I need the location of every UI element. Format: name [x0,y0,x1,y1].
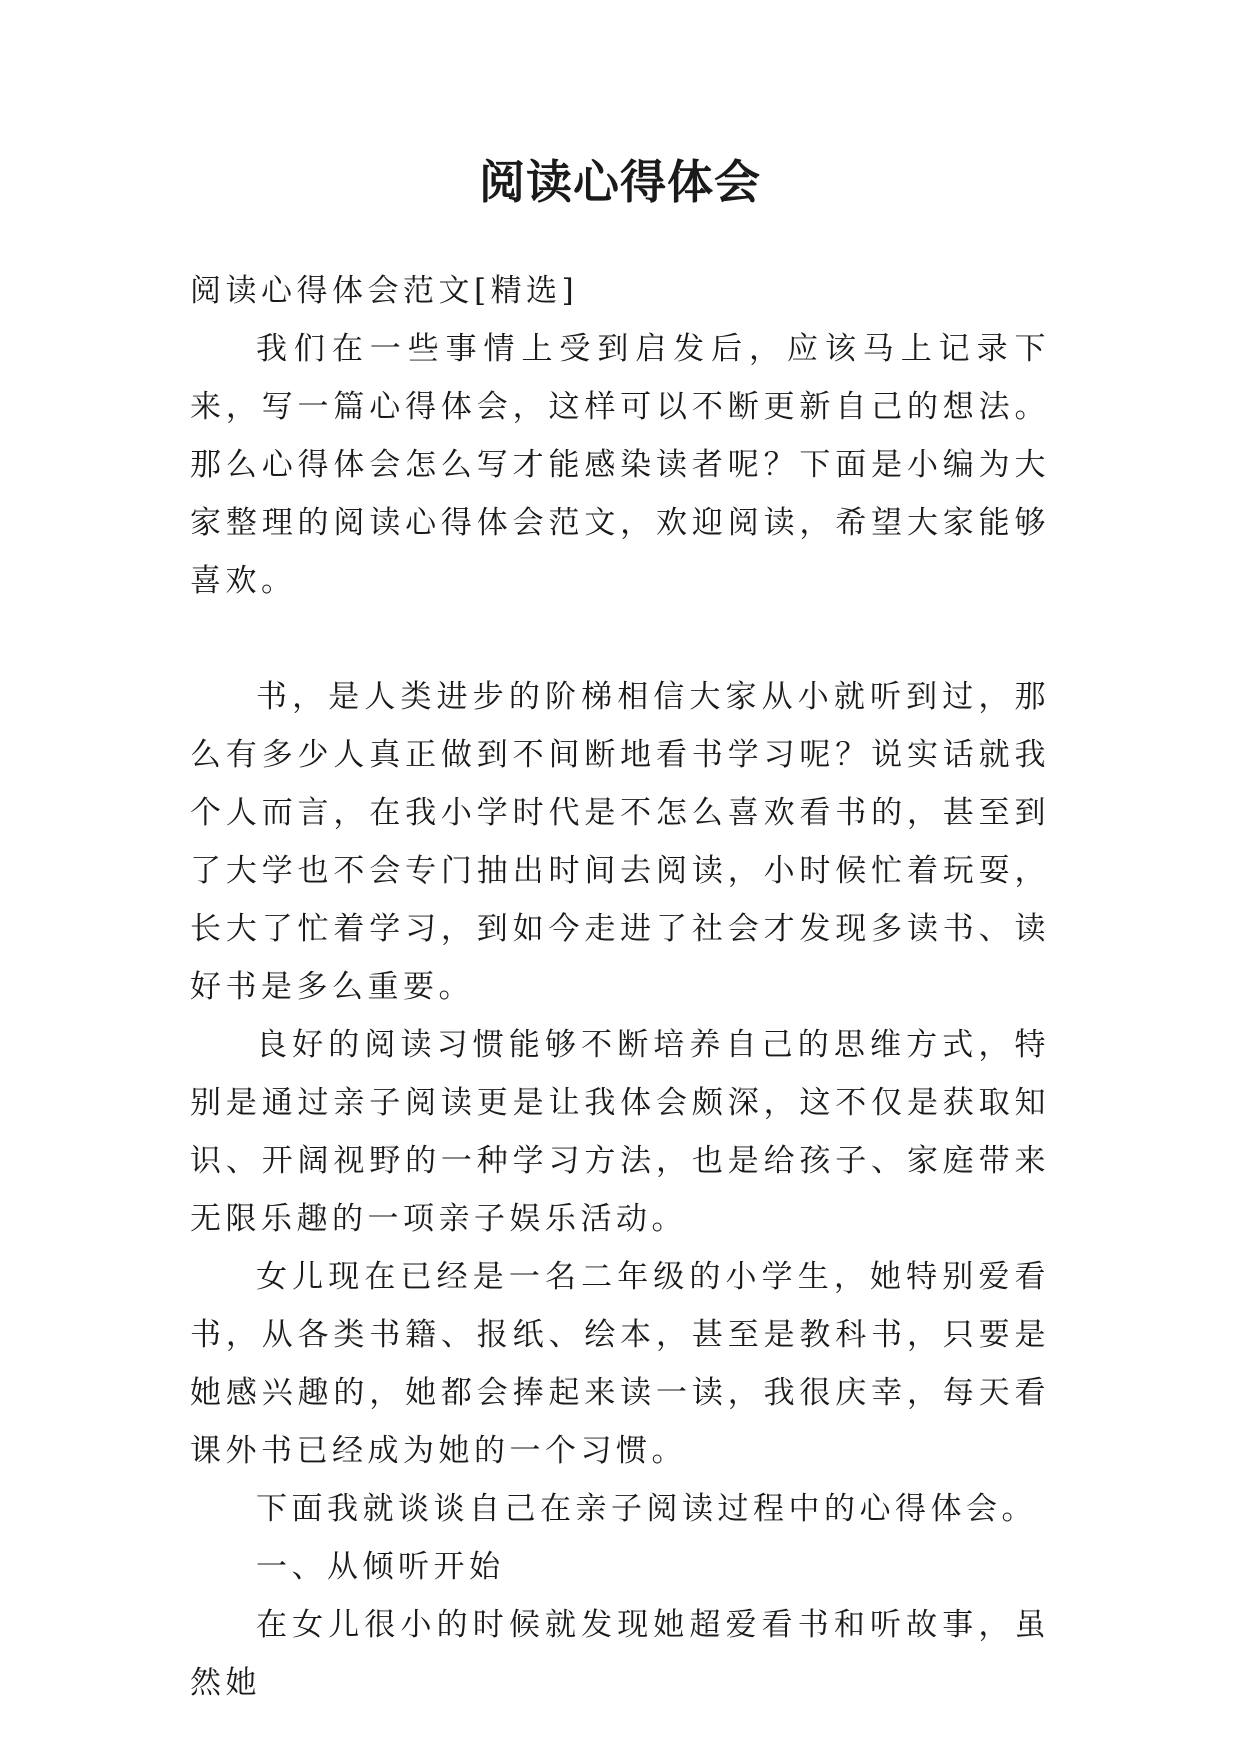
blank-line [190,610,1050,668]
document-page [190,0,1050,1754]
document-title: 阅读心得体会 [479,155,761,209]
paragraph: 良好的阅读习惯能够不断培养自己的思维方式，特别是通过亲子阅读更是让我体会颇深，这不仅是获取知识、开阔视野的一种学习方法，也是给孩子、家庭带来无限乐趣的一项亲子娱乐活动。 [190,1027,1050,1237]
paragraph: 女儿现在已经是一名二年级的小学生，她特别爱看书，从各类书籍、报纸、绘本，甚至是教科书，只要是她感兴趣的，她都会捧起来读一读，我很庆幸，每天看课外书已经成为她的一个习惯。 [190,1259,1050,1469]
paragraph: 在女儿很小的时候就发现她超爱看书和听故事，虽然她 [190,1607,1050,1701]
document-subtitle: 阅读心得体会范文[精选] [190,273,579,309]
document-body [190,262,1050,1712]
paragraph: 书，是人类进步的阶梯相信大家从小就听到过，那么有多少人真正做到不间断地看书学习呢？说实话就我个人而言，在我小学时代是不怎么喜欢看书的，甚至到了大学也不会专门抽出时间去阅读，小时候忙着玩耍，长大了忙着学习，到如今走进了社会才发现多读书、读好书是多么重要。 [190,679,1050,1005]
paragraph: 下面我就谈谈自己在亲子阅读过程中的心得体会。 [256,1491,1037,1527]
section-heading: 一、从倾听开始 [256,1549,505,1585]
paragraph-intro: 我们在一些事情上受到启发后，应该马上记录下来，写一篇心得体会，这样可以不断更新自己的想法。那么心得体会怎么写才能感染读者呢？下面是小编为大家整理的阅读心得体会范文，欢迎阅读，希望大家能够喜欢。 [190,331,1050,599]
